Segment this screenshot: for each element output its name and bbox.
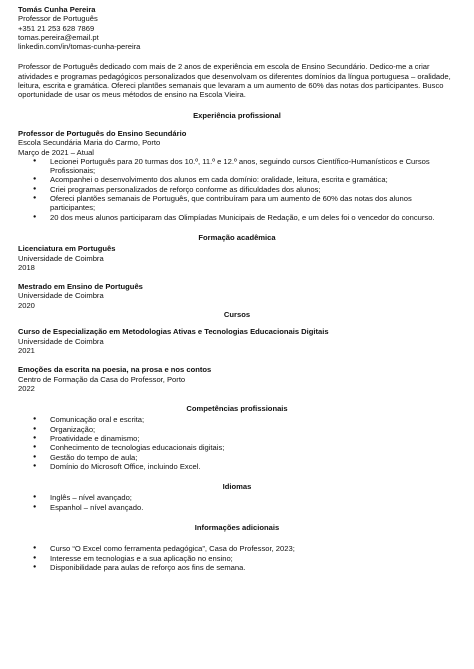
degree-institution: Universidade de Coimbra [18,291,104,301]
degree-institution: Universidade de Coimbra [18,253,104,263]
candidate-role: Professor de Português [18,14,98,24]
degree-name: Mestrado em Ensino de Português [18,282,143,292]
candidate-name: Tomás Cunha Pereira [18,5,96,14]
list-item: ● Gestão do tempo de aula; [18,453,456,462]
course-year: 2022 [18,383,35,393]
list-item: ● 20 dos meus alunos participaram das Olimpíadas Municipais de Redação, e um deles foi o vencedor do concurso. [18,213,456,222]
email-address: tomas.pereira@email.pt [18,32,99,42]
course-entry [18,365,456,393]
education-section-title: Formação acadêmica [198,232,276,242]
additional-section-title: Informações adicionais [194,523,280,533]
list-item: ● Acompanhei o desenvolvimento dos alunos em cada domínio: oralidade, leitura, escrita e gramática; [18,175,456,184]
list-item: ● Inglês – nível avançado; [18,493,456,502]
list-item: ● Conhecimento de tecnologias educacionais digitais; [18,443,456,452]
languages-list [18,493,456,512]
course-name: Curso de Especialização em Metodologias Ativas e Tecnologias Educacionais Digitais [18,327,329,337]
list-item: ● Domínio do Microsoft Office, incluindo Excel. [18,462,456,471]
course-entry [18,327,456,355]
professional-summary: Professor de Português dedicado com mais de 2 anos de experiência em escola de Ensino Secundário. Dedico-me a criar atividades e programas pedagógicos personalizados que desenvolvam os diferentes domínios da língua portuguesa – oralidade, leitura, escrita e gramática. Ofereci plantões semanais que levaram a um aumento de 60% das notas dos participantes. Busco oportunidade de usar os meus métodos de ensino na Escola Vieira. [18,62,451,100]
linkedin-url: linkedin.com/in/tomas-cunha-pereira [18,42,141,52]
job-dates: Março de 2021 – Atual [18,147,94,157]
skills-section-title: Competências profissionais [186,404,288,414]
course-name: Emoções da escrita na poesia, na prosa e nos contos [18,365,212,375]
list-item: ● Espanhol – nível avançado. [18,503,456,512]
degree-year: 2020 [18,300,35,310]
skills-list [18,415,456,471]
list-item: ● Lecionei Português para 20 turmas dos 10.º, 11.º e 12.º anos, seguindo cursos Científico-Humanísticos e Cursos Profissionais; [18,157,456,176]
degree-name: Licenciatura em Português [18,244,116,254]
phone-number: +351 21 253 628 7869 [18,23,95,33]
list-item: ● Comunicação oral e escrita; [18,415,456,424]
experience-section-title: Experiência profissional [193,110,281,120]
list-item: ● Interesse em tecnologias e a sua aplicação no ensino; [18,554,456,563]
additional-info-list [18,544,456,572]
list-item: ● Criei programas personalizados de reforço conforme as dificuldades dos alunos; [18,185,456,194]
job-school: Escola Secundária Maria do Carmo, Porto [18,138,161,148]
education-entry [18,244,456,272]
degree-year: 2018 [18,262,35,272]
course-institution: Universidade de Coimbra [18,336,104,346]
list-item: ● Ofereci plantões semanais de Português, que contribuíram para um aumento de 60% das notas dos alunos participantes; [18,194,456,213]
courses-section-title: Cursos [223,310,251,320]
job-title: Professor de Português do Ensino Secundário [18,128,187,138]
course-institution: Centro de Formação da Casa do Professor, Porto [18,374,186,384]
list-item: ● Proatividade e dinamismo; [18,434,456,443]
education-entry [18,282,456,310]
list-item: ● Curso “O Excel como ferramenta pedagógica”, Casa do Professor, 2023; [18,544,456,553]
experience-bullet-list [18,157,456,222]
list-item: ● Disponibilidade para aulas de reforço aos fins de semana. [18,563,456,572]
languages-section-title: Idiomas [222,482,252,492]
list-item: ● Organização; [18,425,456,434]
contact-header [18,5,456,51]
course-year: 2021 [18,345,35,355]
experience-entry [18,129,456,222]
